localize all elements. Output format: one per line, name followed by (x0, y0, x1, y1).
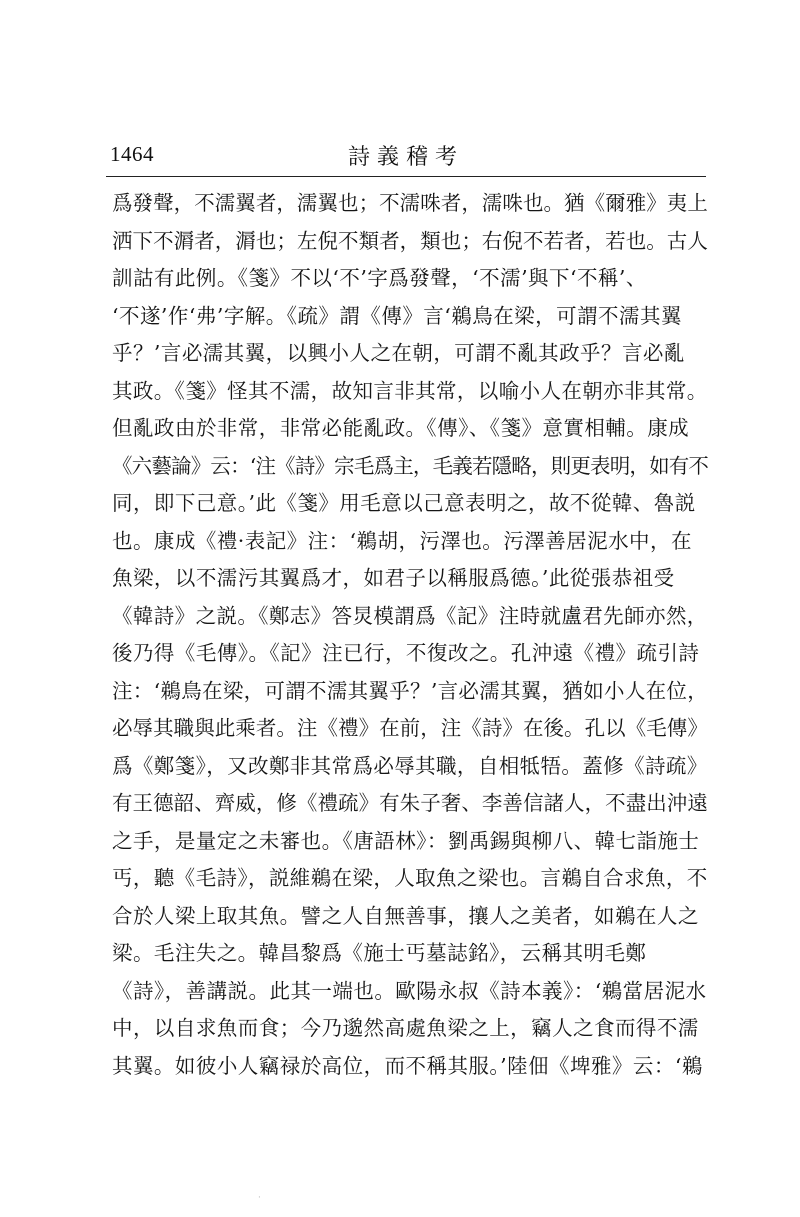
text-line: ‘不遂’作‘弗’字解。《疏》謂《傳》言‘鵜鳥在梁，可謂不濡其翼 (112, 303, 682, 328)
text-line: 乎？’言必濡其翼，以興小人之在朝，可謂不亂其政乎？言必亂 (112, 341, 685, 365)
page-number: 1464 (110, 142, 154, 166)
text-line: 丐，聽《毛詩》，説維鵜在梁，人取魚之梁也。言鵜自合求魚，不 (112, 866, 708, 890)
scan-mark: · (258, 1193, 261, 1203)
text-line: 也。康成《禮·表記》注：‘鵜胡，污澤也。污澤善居泥水中，在 (112, 528, 692, 553)
text-line: 爲《鄭箋》，又改鄭非其常爲必辱其職，自相牴牾。蓋修《詩疏》 (112, 753, 708, 778)
text-line: 《韓詩》之説。《鄭志》答炅模謂爲《記》注時就盧君先師亦然， (112, 603, 708, 628)
text-line: 爲發聲，不濡翼者，濡翼也；不濡咮者，濡咮也。猶《爾雅》夷上 (112, 191, 708, 215)
running-title: 詩義稽考 (347, 145, 464, 170)
page-header (106, 140, 706, 172)
text-line: 梁。毛注失之。韓昌黎爲《施士丐墓誌銘》，云稱其明毛鄭 (112, 941, 647, 965)
text-line: 但亂政由於非常，非常必能亂政。《傳》、《箋》意實相輔。康成 (112, 416, 690, 440)
text-line: 後乃得《毛傳》。《記》注已行，不復改之。孔沖遠《禮》疏引詩 (112, 641, 700, 665)
body-text (112, 185, 712, 1085)
text-line: 必辱其職與此乘者。注《禮》在前，注《詩》在後。孔以《毛傳》 (112, 716, 708, 740)
text-line: 合於人梁上取其魚。譬之人自無善事，攘人之美者，如鵜在人之 (112, 903, 699, 928)
header-rule (106, 176, 706, 177)
text-line: 洒下不漘者，漘也；左倪不類者，類也；右倪不若者，若也。古人 (112, 228, 708, 253)
text-line: 《詩》，善講説。此其一端也。歐陽永叔《詩本義》：‘鵜當居泥水 (112, 978, 707, 1003)
text-line: 有王德韶、齊威，修《禮疏》有朱子奢、李善信諸人，不盡出沖遠 (112, 791, 708, 815)
text-line: 其翼。如彼小人竊禄於高位，而不稱其服。’陸佃《埤雅》云：‘鵜 (112, 1053, 703, 1078)
text-line: 中，以自求魚而食；今乃邈然高處魚梁之上，竊人之食而得不濡 (112, 1016, 699, 1040)
text-line: 之手，是量定之未審也。《唐語林》：劉禹錫與柳八、韓七詣施士 (112, 828, 700, 853)
text-line: 注：‘鵜鳥在梁，可謂不濡其翼乎？’言必濡其翼，猶如小人在位， (112, 678, 709, 703)
text-line: 同，即下己意。’此《箋》用毛意以己意表明之，故不從韓、魯説 (112, 491, 696, 515)
text-line: 訓詁有此例。《箋》不以‘不’字爲發聲，‘不濡’與下‘不稱’、 (112, 266, 647, 290)
text-line: 《六藝論》云：‘注《詩》宗毛爲主，毛義若隱略，則更表明，如有不 (112, 453, 709, 478)
text-line: 魚梁，以不濡污其翼爲才，如君子以稱服爲德。’此從張恭祖受 (112, 566, 675, 590)
text-line: 其政。《箋》怪其不濡，故知言非其常，以喻小人在朝亦非其常。 (112, 378, 708, 403)
